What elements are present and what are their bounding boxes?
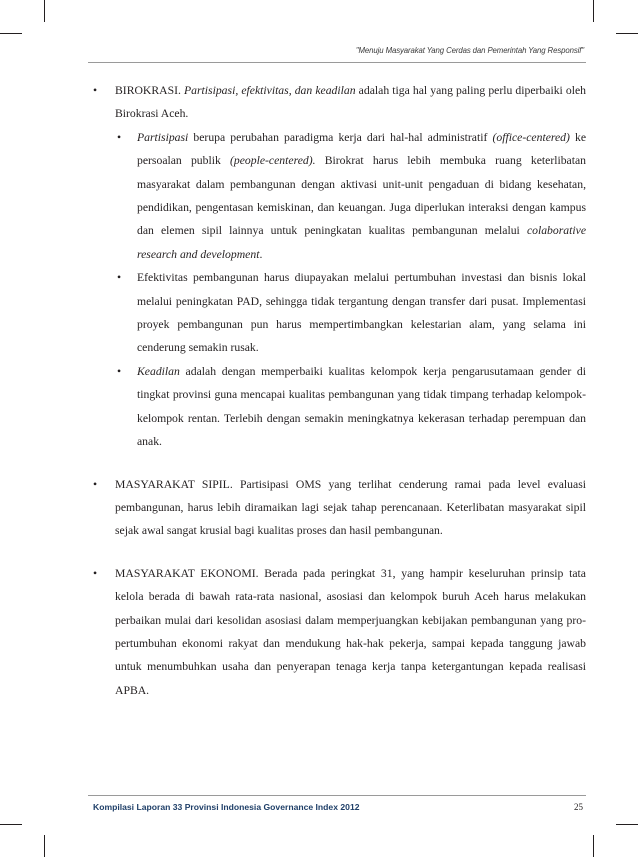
paragraph-text: adalah tiga hal yang paling perlu diperbaiki oleh Birokrasi Aceh. (115, 84, 587, 121)
crop-mark (44, 835, 45, 857)
spacer (93, 454, 586, 473)
bullet: • (117, 130, 122, 144)
sub-item-keadilan (115, 360, 586, 454)
crop-mark (0, 824, 22, 825)
bullet: • (93, 477, 98, 491)
crop-mark (593, 835, 594, 857)
page-body (93, 79, 586, 702)
page-number: 25 (574, 802, 583, 812)
list-item-masyarakat-sipil (93, 473, 586, 543)
italic-phrase: (office-centered) (492, 130, 570, 144)
period: . (259, 247, 263, 261)
paragraph-text: MASYARAKAT EKONOMI. Berada pada peringkat 31, yang hampir keseluruhan prinsip tata kelola berada di bawah rata-rata nasional, asosiasi dan kelompok buruh Aceh harus melakukan perbaikan mulai dari kesolidan asosiasi dalam memperjuangkan kebijakan pembangunan yang pro-pertumbuhan ekonomi rakyat dan mendukung hak-hak pekerja, sampai kepada tanggung jawab untuk menumbuhkan usaha dan penyerapan tenaga kerja tanpa ketergantungan kepada realisasi APBA. (115, 566, 586, 697)
spacer (93, 543, 586, 562)
header-rule (88, 62, 586, 63)
term-partisipasi: Partisipasi (137, 130, 189, 144)
paragraph-text: adalah dengan memperbaiki kualitas kelompok kerja pengarusutamaan gender di tingkat provinsi guna mencapai kualitas pembangunan yang tidak timpang terhadap kelompok-kelompok rentan. Terlebih dengan semakin meningkatnya kekerasan terhadap perempuan dan anak. (137, 364, 587, 449)
crop-mark (616, 33, 638, 34)
paragraph-text: Efektivitas pembangunan harus diupayakan melalui pertumbuhan investasi dan bisnis lokal melalui peningkatan PAD, sehingga tidak tergantung dengan transfer dari pusat. Implementasi proyek pembangunan pun harus mempertimbangkan kelestarian alam, yang selama ini cenderung semakin rusak. (137, 271, 586, 355)
list-item-birokrasi (93, 79, 586, 126)
italic-phrase: (people-centered). (229, 154, 316, 168)
footer-rule (88, 795, 586, 796)
crop-mark (616, 824, 638, 825)
crop-mark (0, 33, 22, 34)
italic-phrase: colaborative research and development (137, 224, 587, 261)
crop-mark (593, 0, 594, 22)
footer-title: Kompilasi Laporan 33 Provinsi Indonesia Governance Index 2012 (93, 802, 360, 812)
bullet: • (117, 271, 122, 285)
key-terms: Partisipasi, efektivitas, dan keadilan (184, 84, 356, 97)
sub-item-efektivitas (115, 266, 586, 360)
list-item-masyarakat-ekonomi (93, 562, 586, 702)
bullet: • (93, 84, 98, 97)
paragraph-text: berupa perubahan paradigma kerja dari hal-hal administratif (193, 130, 488, 144)
bullet: • (117, 364, 122, 378)
paragraph-text: Birokrat harus lebih membuka ruang keterlibatan masyarakat dalam pembangunan dengan aktivasi unit-unit pengaduan di bidang kesehatan, pendidikan, pengentasan kemiskinan, dan keuangan. Juga diperlukan interaksi dengan kampus dan elemen sipil lainnya untuk peningkatan kualitas pembangunan melalui (137, 154, 587, 238)
crop-mark (44, 0, 45, 22)
label-birokrasi: BIROKRASI. (115, 84, 181, 97)
running-header: "Menuju Masyarakat Yang Cerdas dan Pemerintah Yang Responsif" (355, 46, 584, 55)
sub-item-partisipasi (115, 126, 586, 266)
term-keadilan: Keadilan (137, 364, 180, 378)
paragraph-text: MASYARAKAT SIPIL. Partisipasi OMS yang terlihat cenderung ramai pada level evaluasi pembangunan, harus lebih diramaikan lagi sejak tahap perencanaan. Keterlibatan masyarakat sipil sejak awal sangat krusial bagi kualitas proses dan hasil pembangunan. (115, 477, 586, 538)
paragraph-text: ke persoalan publik (137, 130, 587, 168)
bullet: • (93, 566, 98, 580)
